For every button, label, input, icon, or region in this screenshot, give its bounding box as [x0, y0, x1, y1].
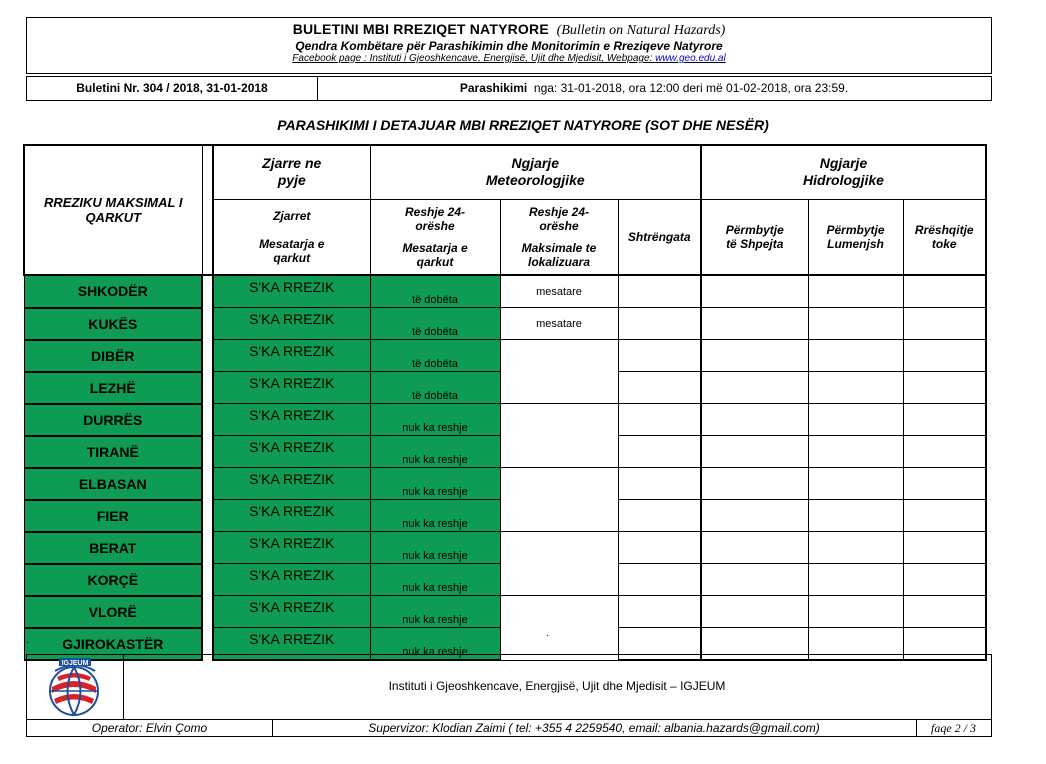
rain-average: të dobëta [370, 372, 500, 404]
fire-risk: S'KA RREZIK [213, 404, 370, 436]
rain-average: nuk ka reshje [370, 596, 500, 628]
landslide-cell [903, 564, 986, 596]
table-gap [202, 145, 213, 275]
section-title: PARASHIKIMI I DETAJUAR MBI RREZIQET NATYRORE (SOT DHE NESËR) [277, 117, 769, 133]
flash-flood-cell [701, 468, 808, 500]
storm-cell [618, 340, 701, 372]
fire-risk: S'KA RREZIK [213, 308, 370, 340]
flash-flood-cell [701, 436, 808, 468]
landslide-cell [903, 372, 986, 404]
storm-cell [618, 468, 701, 500]
region-name: SHKODËR [24, 275, 202, 308]
fire-risk: S'KA RREZIK [213, 628, 370, 661]
table-gap [202, 275, 213, 308]
table-gap [202, 500, 213, 532]
rain-maximum [500, 532, 618, 596]
forecast-label: Parashikimi [459, 81, 528, 95]
storm-cell [618, 500, 701, 532]
storm-header: Shtrëngata [618, 199, 701, 275]
bulletin-number: Buletini Nr. 304 / 2018, 31-01-2018 [27, 77, 318, 100]
flash-flood-cell [701, 404, 808, 436]
region-name: KORÇË [24, 564, 202, 596]
fire-risk: S'KA RREZIK [213, 468, 370, 500]
table-gap [202, 308, 213, 340]
region-name: KUKËS [24, 308, 202, 340]
river-flood-cell [808, 596, 903, 628]
flash-flood-cell [701, 372, 808, 404]
storm-cell [618, 532, 701, 564]
region-name: TIRANË [24, 436, 202, 468]
info-bar [26, 76, 992, 101]
operator: Operator: Elvin Çomo [27, 720, 273, 736]
table-row [24, 308, 986, 340]
river-flood-cell [808, 500, 903, 532]
rain-average: nuk ka reshje [370, 564, 500, 596]
center-name: Qendra Kombëtare për Parashikimin dhe Monitorimin e Rreziqeve Natyrore [295, 39, 723, 53]
landslide-cell [903, 500, 986, 532]
flash-flood-header: Përmbytje të Shpejta [701, 199, 808, 275]
landslide-cell [903, 532, 986, 564]
logo-text: IGJEUM [61, 660, 89, 667]
fire-risk: S'KA RREZIK [213, 436, 370, 468]
landslide-cell [903, 308, 986, 340]
landslide-cell [903, 404, 986, 436]
region-name: LEZHË [24, 372, 202, 404]
region-name: DURRËS [24, 404, 202, 436]
region-name: BERAT [24, 532, 202, 564]
table-row [24, 532, 986, 564]
fire-risk: S'KA RREZIK [213, 500, 370, 532]
rain-average: nuk ka reshje [370, 500, 500, 532]
river-flood-header: Përmbytje Lumenjsh [808, 199, 903, 275]
table-gap [202, 564, 213, 596]
forecast-text: nga: 31-01-2018, ora 12:00 deri më 01-02-2018, ora 23:59. [533, 81, 849, 95]
fire-risk: S'KA RREZIK [213, 275, 370, 308]
table-gap [202, 372, 213, 404]
web-link[interactable]: www.geo.edu.al [655, 53, 726, 64]
river-flood-cell [808, 372, 903, 404]
fire-risk: S'KA RREZIK [213, 532, 370, 564]
flash-flood-cell [701, 275, 808, 308]
igjeum-logo [27, 655, 124, 719]
flash-flood-cell [701, 532, 808, 564]
region-name: FIER [24, 500, 202, 532]
rain-avg-header: Reshje 24-orëshe Mesatarja e qarkut [370, 199, 500, 275]
footer-dot: . [546, 628, 549, 639]
river-flood-cell [808, 340, 903, 372]
landslide-header: Rrëshqitje toke [903, 199, 986, 275]
footer-dot: . [26, 635, 29, 646]
rain-maximum: mesatare [500, 275, 618, 308]
region-name: DIBËR [24, 340, 202, 372]
table-row [24, 404, 986, 436]
rain-maximum [500, 596, 618, 661]
rain-average: të dobëta [370, 308, 500, 340]
table-gap [202, 404, 213, 436]
fire-group-header: Zjarre ne pyje [213, 145, 370, 199]
river-flood-cell [808, 404, 903, 436]
rain-average: të dobëta [370, 275, 500, 308]
bulletin-title: BULETINI MBI RREZIQET NATYRORE [292, 21, 549, 37]
fire-risk: S'KA RREZIK [213, 372, 370, 404]
landslide-cell [903, 436, 986, 468]
river-flood-cell [808, 436, 903, 468]
rain-maximum [500, 468, 618, 532]
forecast-period [317, 77, 991, 100]
storm-cell [618, 308, 701, 340]
flash-flood-cell [701, 596, 808, 628]
rain-max-header: Reshje 24-orëshe Maksimale te lokalizuara [500, 199, 618, 275]
flash-flood-cell [701, 308, 808, 340]
table-row [24, 340, 986, 372]
rain-maximum [500, 404, 618, 468]
table-row [24, 596, 986, 628]
table-row [24, 468, 986, 500]
hydro-group-header: Ngjarje Hidrologjike [701, 145, 986, 199]
table-gap [202, 436, 213, 468]
table-gap [202, 340, 213, 372]
meteo-group-header: Ngjarje Meteorologjike [370, 145, 701, 199]
landslide-cell [903, 596, 986, 628]
table-row [24, 275, 986, 308]
hazard-table [23, 144, 987, 661]
facebook-text: Facebook page : Instituti i Gjeoshkencave, Energjisë, Ujit dhe Mjedisit, Webpage: [292, 53, 656, 64]
landslide-cell [903, 468, 986, 500]
storm-cell [618, 404, 701, 436]
supervisor: Supervizor: Klodian Zaimi ( tel: +355 4 2259540, email: albania.hazards@gmail.com) [272, 720, 917, 736]
rain-maximum [500, 340, 618, 404]
river-flood-cell [808, 564, 903, 596]
rain-average: nuk ka reshje [370, 436, 500, 468]
rain-average: nuk ka reshje [370, 628, 500, 661]
fire-risk: S'KA RREZIK [213, 564, 370, 596]
bulletin-header [26, 17, 992, 74]
river-flood-cell [808, 308, 903, 340]
flash-flood-cell [701, 564, 808, 596]
storm-cell [618, 564, 701, 596]
fire-sub-header: Zjarret Mesatarja e qarkut [213, 199, 370, 275]
rain-average: nuk ka reshje [370, 468, 500, 500]
storm-cell [618, 275, 701, 308]
fire-risk: S'KA RREZIK [213, 340, 370, 372]
bulletin-title-en: (Bulletin on Natural Hazards) [556, 23, 726, 38]
river-flood-cell [808, 532, 903, 564]
rain-average: nuk ka reshje [370, 532, 500, 564]
flash-flood-cell [701, 340, 808, 372]
region-name: ELBASAN [24, 468, 202, 500]
storm-cell [618, 372, 701, 404]
rain-average: të dobëta [370, 340, 500, 372]
flash-flood-cell [701, 500, 808, 532]
rain-average: nuk ka reshje [370, 404, 500, 436]
page-number: faqe 2 / 3 [931, 721, 976, 735]
landslide-cell [903, 275, 986, 308]
footer-box [26, 654, 992, 720]
region-header: RREZIKU MAKSIMAL I QARKUT [24, 145, 202, 275]
storm-cell [618, 436, 701, 468]
institute-name: Instituti i Gjeoshkencave, Energjisë, Ujit dhe Mjedisit – IGJEUM [388, 679, 726, 693]
table-gap [202, 532, 213, 564]
region-name: VLORË [24, 596, 202, 628]
globe-icon [27, 655, 123, 719]
landslide-cell [903, 340, 986, 372]
operator-bar [26, 719, 992, 737]
river-flood-cell [808, 468, 903, 500]
rain-maximum: mesatare [500, 308, 618, 340]
table-gap [202, 596, 213, 628]
region-name: GJIROKASTËR [24, 628, 202, 661]
storm-cell [618, 596, 701, 628]
river-flood-cell [808, 275, 903, 308]
table-gap [202, 468, 213, 500]
fire-risk: S'KA RREZIK [213, 596, 370, 628]
